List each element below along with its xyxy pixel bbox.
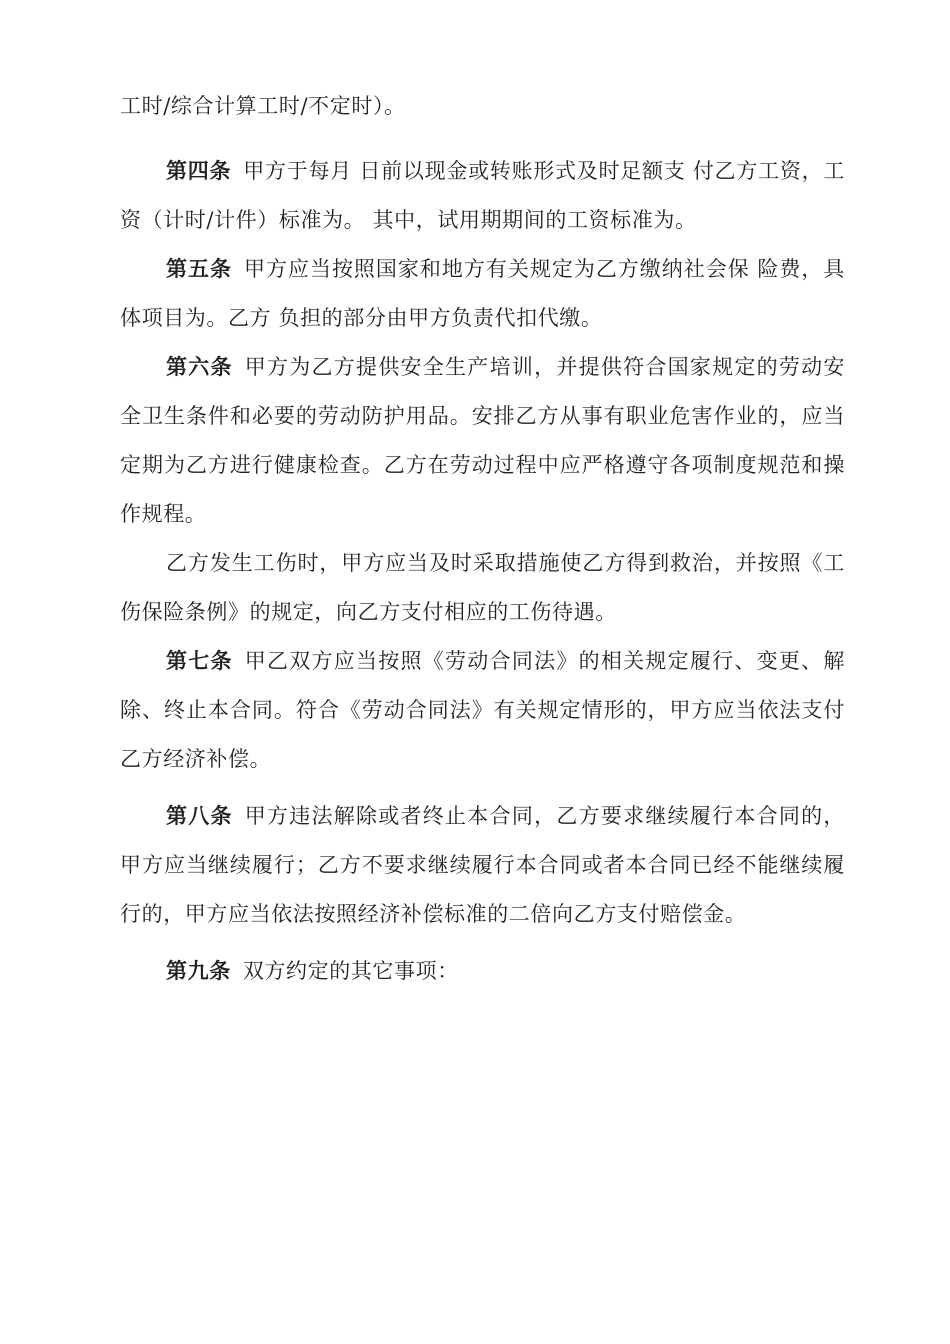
article-8: [120, 792, 845, 939]
article-label: 第九条: [166, 959, 231, 983]
article-6: [120, 343, 845, 539]
paragraph-text: 工时/综合计算工时/不定时）。: [120, 94, 406, 118]
article-text: 甲方为乙方提供安全生产培训，并提供符合国家规定的劳动安全卫生条件和必要的劳动防护用品。安排乙方从事有职业危害作业的，应当定期为乙方进行健康检查。乙方在劳动过程中应严格遵守各项制度规范和操作规程。: [120, 355, 845, 526]
paragraph-continuation: [120, 82, 845, 131]
article-7: [120, 637, 845, 784]
paragraph-text: 乙方发生工伤时，甲方应当及时采取措施使乙方得到救治，并按照《工伤保险条例》的规定，向乙方支付相应的工伤待遇。: [120, 551, 845, 624]
article-label: 第五条: [166, 257, 232, 281]
document-body: [120, 82, 845, 996]
article-label: 第六条: [166, 355, 233, 379]
article-text: 甲方违法解除或者终止本合同，乙方要求继续履行本合同的，甲方应当继续履行；乙方不要求继续履行本合同或者本合同已经不能继续履行的，甲方应当依法按照经济补偿标准的二倍向乙方支付赔偿金。: [120, 804, 845, 926]
article-text: 甲乙双方应当按照《劳动合同法》的相关规定履行、变更、解除、终止本合同。符合《劳动合同法》有关规定情形的，甲方应当依法支付乙方经济补偿。: [120, 649, 845, 771]
article-text: 甲方应当按照国家和地方有关规定为乙方缴纳社会保 险费，具体项目为。乙方 负担的部分由甲方负责代扣代缴。: [120, 257, 845, 330]
article-text: 双方约定的其它事项：: [242, 959, 459, 983]
article-label: 第七条: [166, 649, 233, 673]
article-9: [120, 947, 845, 996]
article-label: 第四条: [166, 159, 232, 183]
article-6-continuation: [120, 539, 845, 637]
article-5: [120, 245, 845, 343]
article-label: 第八条: [166, 804, 233, 828]
article-text: 甲方于每月 日前以现金或转账形式及时足额支 付乙方工资，工资（计时/计件）标准为。 其中，试用期期间的工资标准为。: [120, 159, 845, 232]
article-4: [120, 147, 845, 245]
